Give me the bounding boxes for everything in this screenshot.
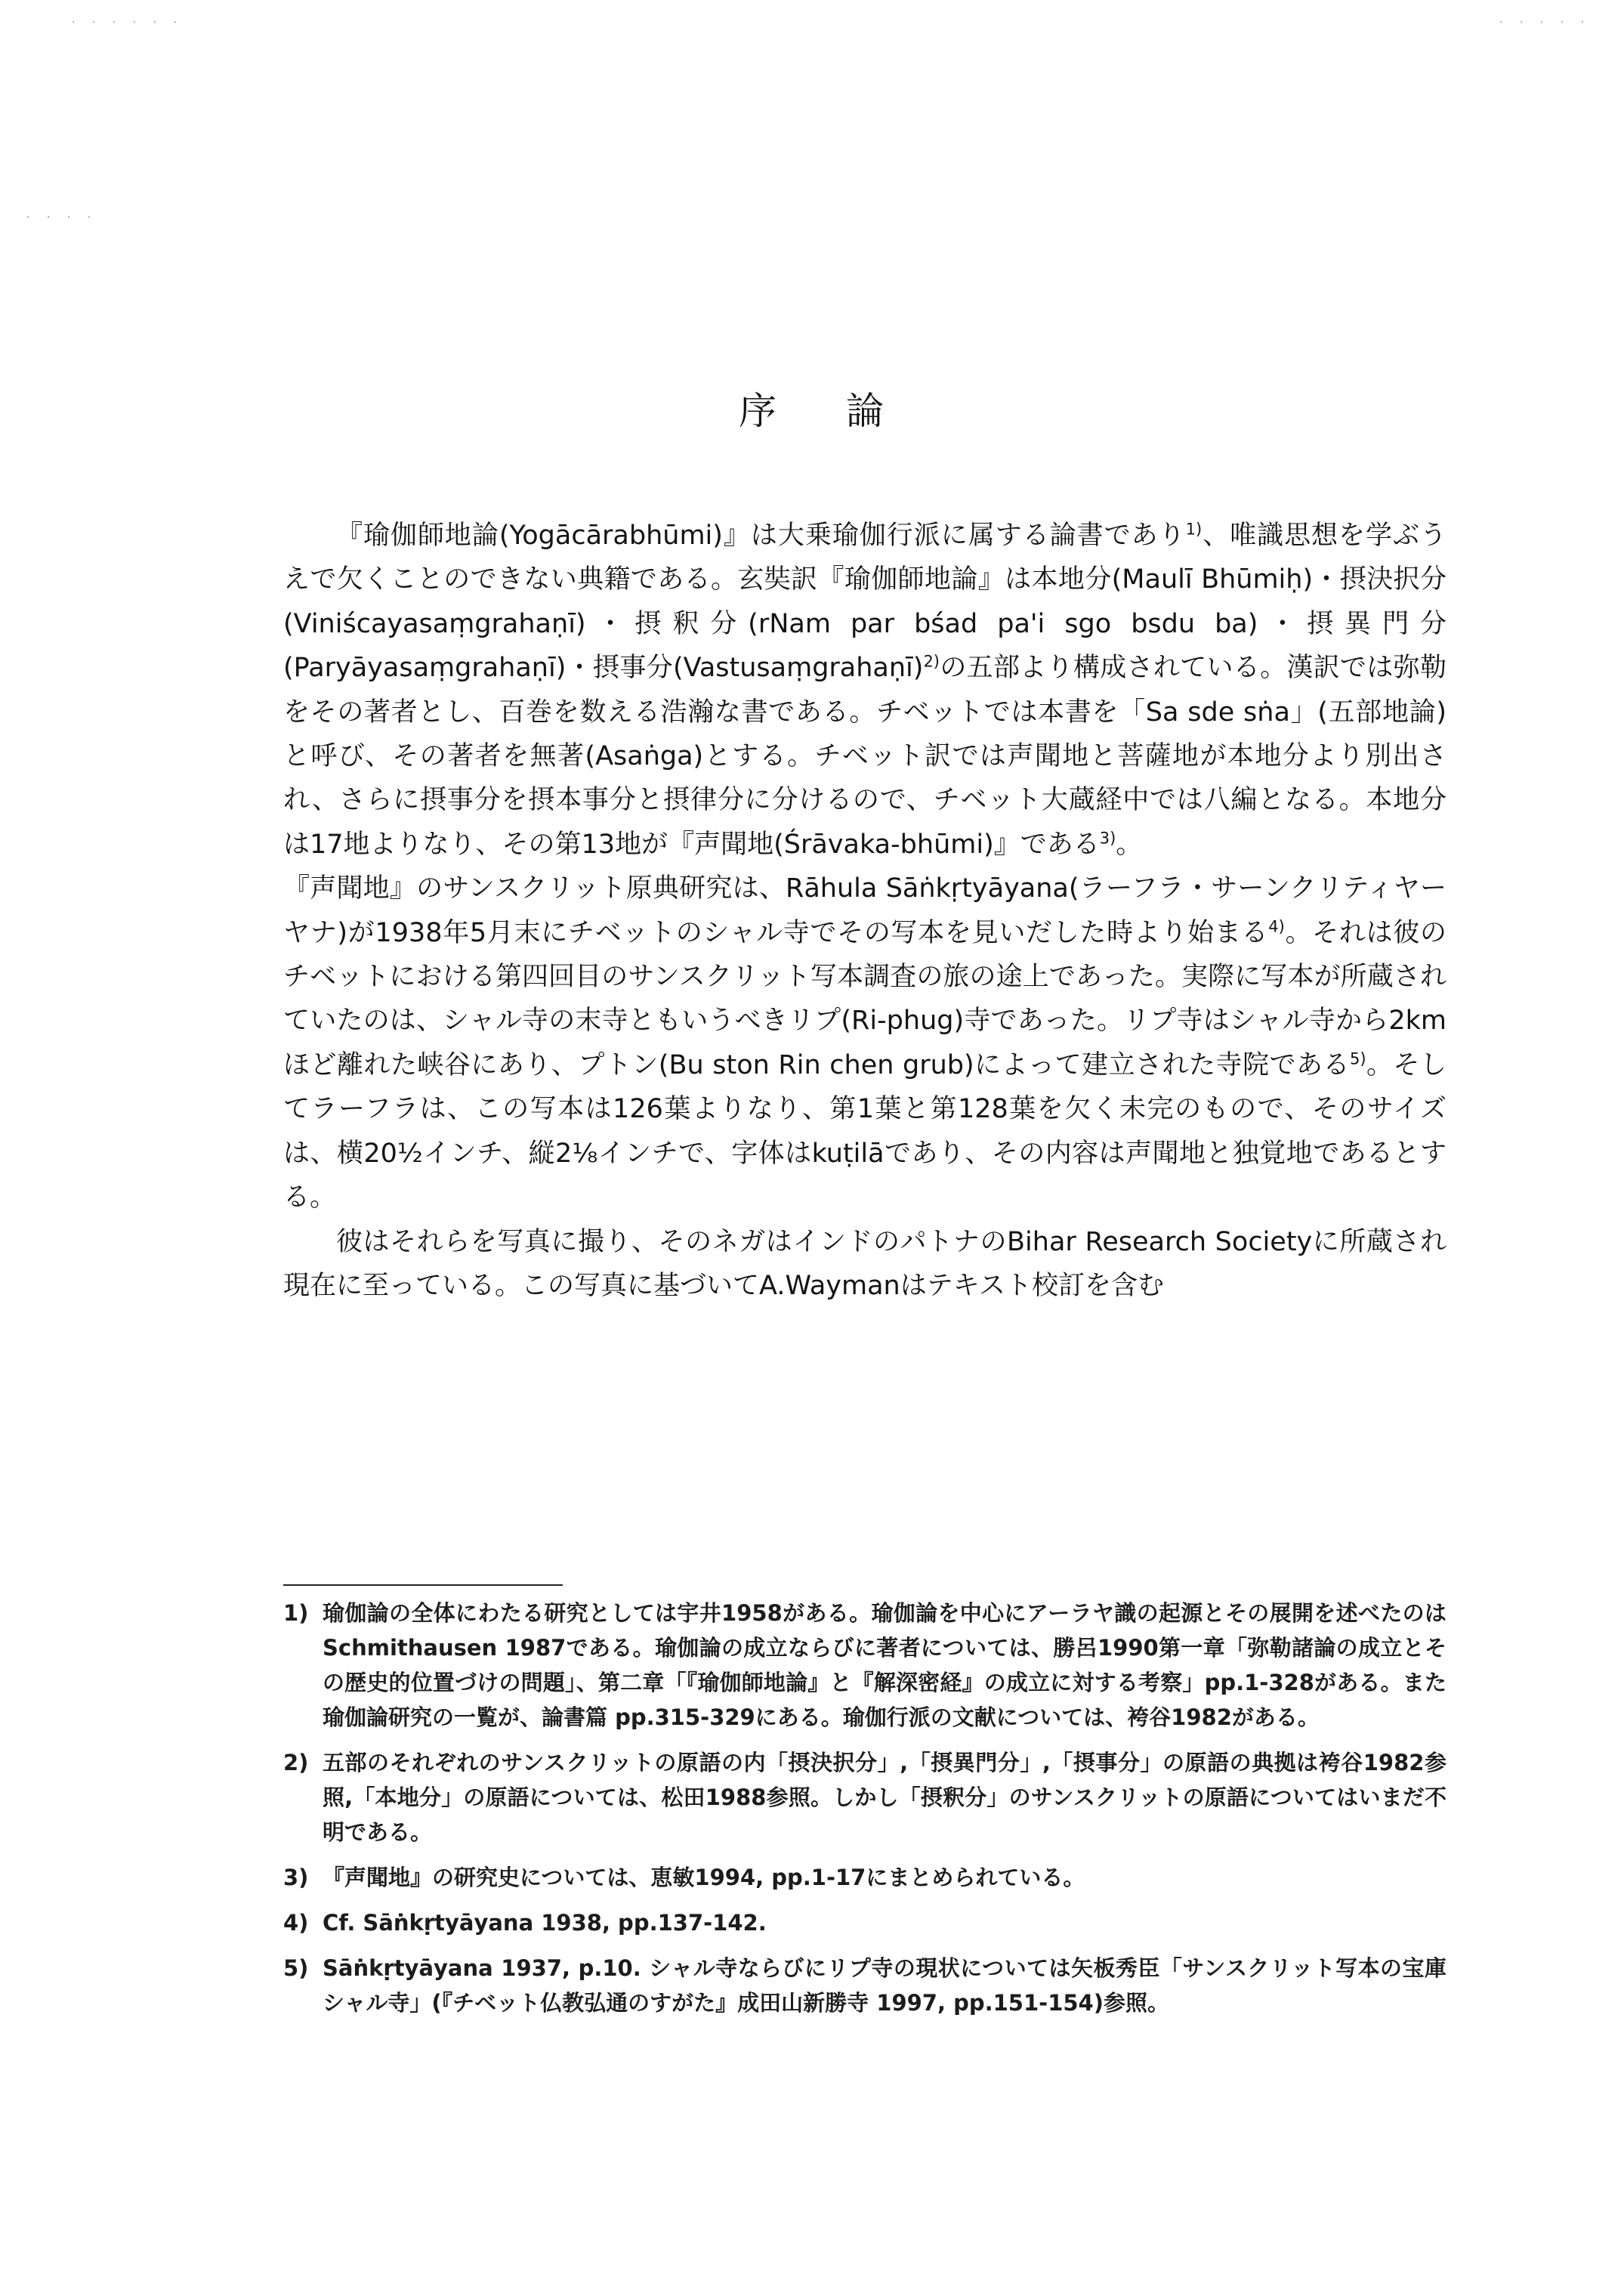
footnote-ref-1[interactable]: 1)	[1185, 520, 1203, 539]
p1-text-d: 。	[1116, 829, 1143, 860]
footnote-text: 瑜伽論の全体にわたる研究としては宇井1958がある。瑜伽論を中心にアーラヤ識の起源とその展開を述べたのはSchmithausen 1987である。瑜伽論の成立ならびに著者については、勝呂1990第一章「弥勒諸論の成立とその歴史的位置づけの問題」、第二章「『瑜伽師地論』と『解深密経』の成立に対する考察」pp.1-328がある。また瑜伽論研究の一覧が、論書篇 pp.315-329にある。瑜伽行派の文献については、袴谷1982がある。	[323, 1600, 1446, 1730]
footnote-ref-3[interactable]: 3)	[1099, 829, 1116, 848]
footnote-4	[283, 1905, 1446, 1940]
footnote-text: Sāṅkṛtyāyana 1937, p.10. シャル寺ならびにリプ寺の現状については矢板秀臣「サンスクリット写本の宝庫シャル寺」(『チベット仏教弘通のすがた』成田山新勝寺 1997, pp.151-154)参照。	[323, 1955, 1446, 2016]
footnote-1	[283, 1596, 1446, 1735]
footnote-number: 1)	[283, 1600, 309, 1626]
scan-noise-left: · · · ·	[26, 212, 98, 224]
page-title	[0, 381, 1624, 435]
footnote-number: 2)	[283, 1750, 309, 1775]
p1-text-c: の五部より構成されている。漢訳では弥勒をその著者とし、百巻を数える浩瀚な書である。チベットでは本書を「Sa sde sṅa」(五部地論)と呼び、その著者を無著(Asaṅga)とする。チベット訳では声聞地と菩薩地が本地分より別出され、さらに摂事分を摂本事分と摂律分に分けるので、チベット大蔵経中では八編となる。本地分は17地よりなり、その第13地が『声聞地(Śrāvaka-bhūmi)』である	[283, 653, 1446, 860]
footnote-number: 4)	[283, 1910, 309, 1936]
footnote-text: Cf. Sāṅkṛtyāyana 1938, pp.137-142.	[323, 1910, 767, 1936]
p2-text-c: 。そしてラーフラは、この写本は126葉よりなり、第1葉と第128葉を欠く未完のもので、そのサイズは、横20½インチ、縦2⅛インチで、字体はkuṭilāであり、その内容は声聞地と独覚地であるとする。	[283, 1049, 1446, 1213]
main-body	[283, 514, 1446, 1308]
footnote-ref-5[interactable]: 5)	[1349, 1049, 1366, 1068]
footnote-text: 五部のそれぞれのサンスクリットの原語の内「摂決択分」,「摂異門分」,「摂事分」の原語の典拠は袴谷1982参照,「本地分」の原語については、松田1988参照。しかし「摂釈分」のサンスクリットの原語についてはいまだ不明である。	[323, 1750, 1446, 1845]
footnote-ref-4[interactable]: 4)	[1268, 917, 1285, 935]
paragraph-3: 彼はそれらを写真に撮り、そのネガはインドのパトナのBihar Research Societyに所蔵され現在に至っている。この写真に基づいてA.Waymanはテキスト校訂を含む	[283, 1226, 1446, 1301]
p1-text-a: 『瑜伽師地論(Yogācārabhūmi)』は大乗瑜伽行派に属する論書であり	[336, 521, 1186, 551]
footnotes	[283, 1596, 1446, 2031]
footnote-text: 『声聞地』の研究史については、恵敏1994, pp.1-17にまとめられている。	[323, 1865, 1085, 1890]
scan-noise-top-left: · · · · · ·	[72, 17, 184, 29]
title-char-2: 論	[846, 388, 885, 433]
paragraph-2	[283, 867, 1446, 1219]
p2-text-a: 『声聞地』のサンスクリット原典研究は、Rāhula Sāṅkṛtyāyana(ラーフラ・サーンクリティヤーヤナ)が1938年5月末にチベットのシャル寺でその写本を見いだした時より始まる	[283, 873, 1446, 948]
scan-noise-top-right: · · · · ·	[1499, 17, 1592, 29]
title-char-1: 序	[739, 388, 778, 433]
footnote-5	[283, 1951, 1446, 2020]
footnote-3	[283, 1860, 1446, 1895]
footnote-number: 5)	[283, 1955, 309, 1981]
footnote-divider	[283, 1584, 563, 1586]
footnote-2	[283, 1745, 1446, 1849]
paragraph-1	[283, 514, 1446, 867]
p2-text-b: 。それは彼のチベットにおける第四回目のサンスクリット写本調査の旅の途上であった。実際に写本が所蔵されていたのは、シャル寺の末寺ともいうべきリプ(Ri-phug)寺であった。リプ寺はシャル寺から2kmほど離れた峡谷にあり、プトン(Bu ston Rin chen grub)によって建立された寺院である	[283, 917, 1446, 1080]
footnote-ref-2[interactable]: 2)	[923, 652, 940, 671]
footnote-number: 3)	[283, 1865, 309, 1890]
p1-text-b: 、唯識思想を学ぶうえで欠くことのできない典籍である。玄奘訳『瑜伽師地論』は本地分(Maulī Bhūmiḥ)・摂決択分(Viniścayasaṃgrahaṇī)・摂釈分(rNam par bśad pa'i sgo bsdu ba)・摂異門分(Paryāyasaṃgrahaṇī)・摂事分(Vastusaṃgrahaṇī)	[283, 521, 1446, 684]
